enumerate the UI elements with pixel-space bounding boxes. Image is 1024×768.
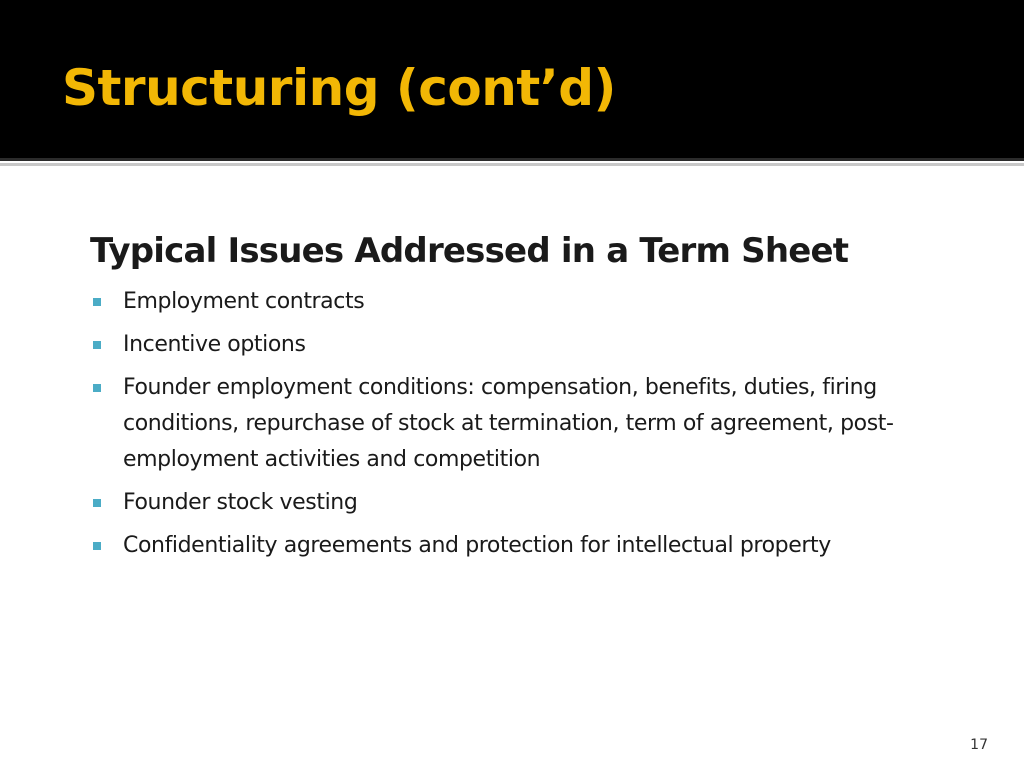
bullet-text: Founder employment conditions: compensation, benefits, duties, firing conditions, repurchase of stock at termination, term of agreement, post-employment activities and competition <box>123 375 894 472</box>
square-bullet-icon <box>93 298 101 306</box>
slide-title: Structuring (cont’d) <box>62 59 616 117</box>
square-bullet-icon <box>93 341 101 349</box>
bullet-text: Confidentiality agreements and protection for intellectual property <box>123 533 831 558</box>
bullet-item <box>90 327 970 363</box>
square-bullet-icon <box>93 542 101 550</box>
bullet-text: Founder stock vesting <box>123 490 358 515</box>
square-bullet-icon <box>93 499 101 507</box>
title-divider-accent <box>0 163 1024 166</box>
bullet-item <box>90 284 970 320</box>
bullet-item <box>90 485 970 521</box>
content-heading: Typical Issues Addressed in a Term Sheet <box>90 231 849 271</box>
bullet-text: Incentive options <box>123 332 306 357</box>
title-bar <box>0 0 1024 158</box>
bullet-item <box>90 528 970 564</box>
square-bullet-icon <box>93 384 101 392</box>
page-number: 17 <box>970 737 988 753</box>
bullet-text: Employment contracts <box>123 289 365 314</box>
slide-content <box>90 228 970 571</box>
title-divider <box>0 158 1024 161</box>
bullet-list <box>90 284 970 564</box>
bullet-item <box>90 370 970 478</box>
